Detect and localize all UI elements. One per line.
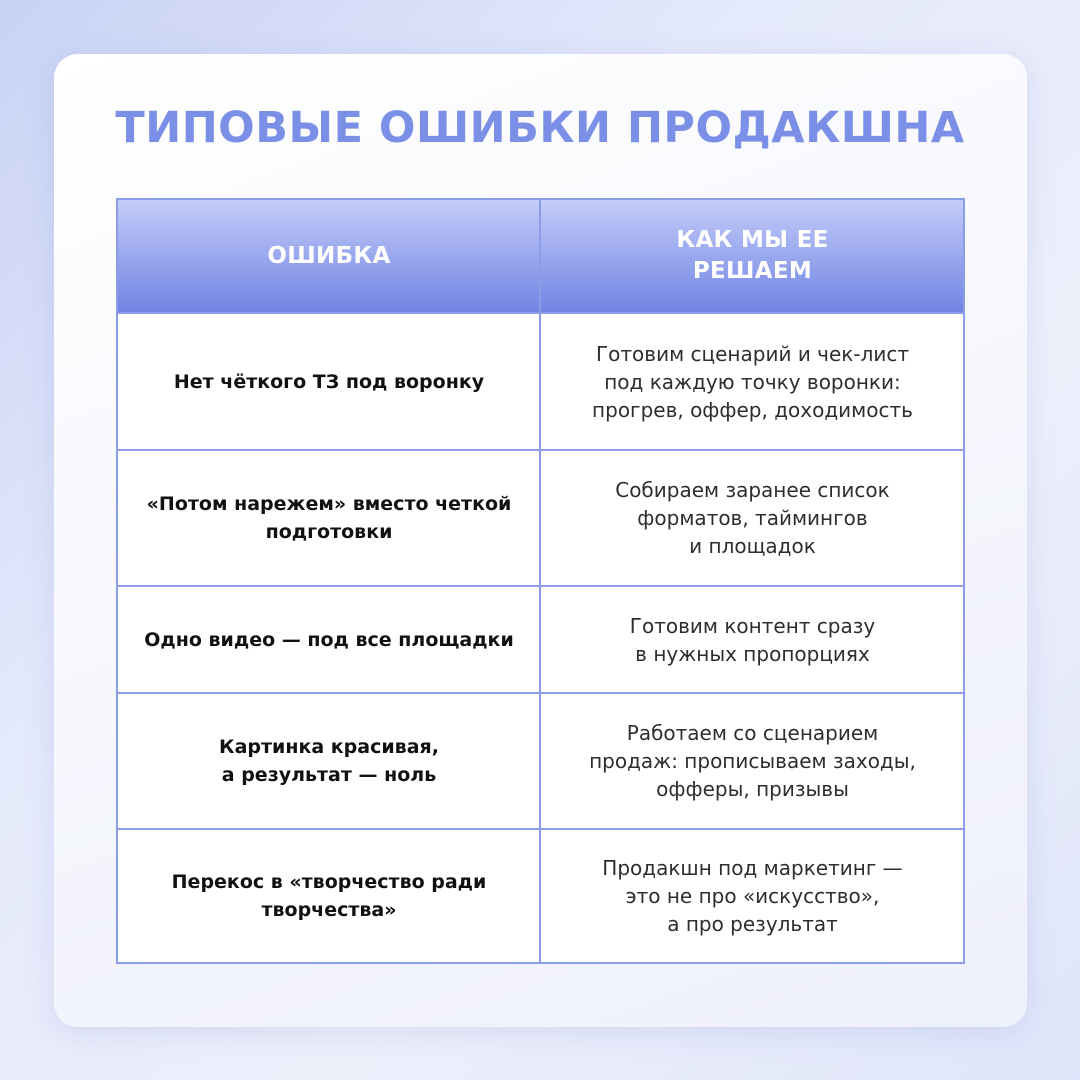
error-text: Перекос в «творчество ради творчества»	[171, 871, 487, 921]
table-row-2-error	[118, 451, 540, 585]
solution-text: Готовим сценарий и чек-лист под каждую точку воронки: прогрев, оффер, доходимость	[592, 341, 913, 422]
table-row-1-error	[118, 314, 540, 449]
error-text: Картинка красивая, а результат — ноль	[219, 736, 439, 786]
errors-table	[116, 198, 965, 964]
table-row-4-solution	[542, 694, 963, 828]
solution-text: Продакшн под маркетинг — это не про «искусство», а про результат	[602, 856, 903, 936]
header-error	[118, 200, 540, 312]
solution-text: Готовим контент сразу в нужных пропорциях	[629, 613, 876, 666]
table-row-3-solution	[542, 587, 963, 692]
table-row-5-solution	[542, 830, 963, 962]
header-solution	[542, 200, 963, 312]
solution-text: Собираем заранее список форматов, таймингов и площадок	[615, 478, 890, 558]
table-row-2-solution	[542, 451, 963, 585]
table-row-3-error	[118, 587, 540, 692]
header-solution-label: КАК МЫ ЕЕ РЕШАЕМ	[676, 227, 829, 284]
table-row-4-error	[118, 694, 540, 828]
solution-text: Работаем со сценарием продаж: прописываем заходы, офферы, призывы	[589, 721, 916, 801]
table-row-5-error	[118, 830, 540, 962]
header-error-label: ОШИБКА	[267, 242, 391, 269]
error-text: Одно видео — под все площадки	[144, 628, 514, 651]
error-text: Нет чёткого ТЗ под воронку	[173, 370, 485, 393]
page-title: ТИПОВЫЕ ОШИБКИ ПРОДАКШНА	[115, 103, 965, 153]
table-row-1-solution	[542, 314, 963, 449]
error-text: «Потом нарежем» вместо четкой подготовки	[146, 493, 512, 543]
